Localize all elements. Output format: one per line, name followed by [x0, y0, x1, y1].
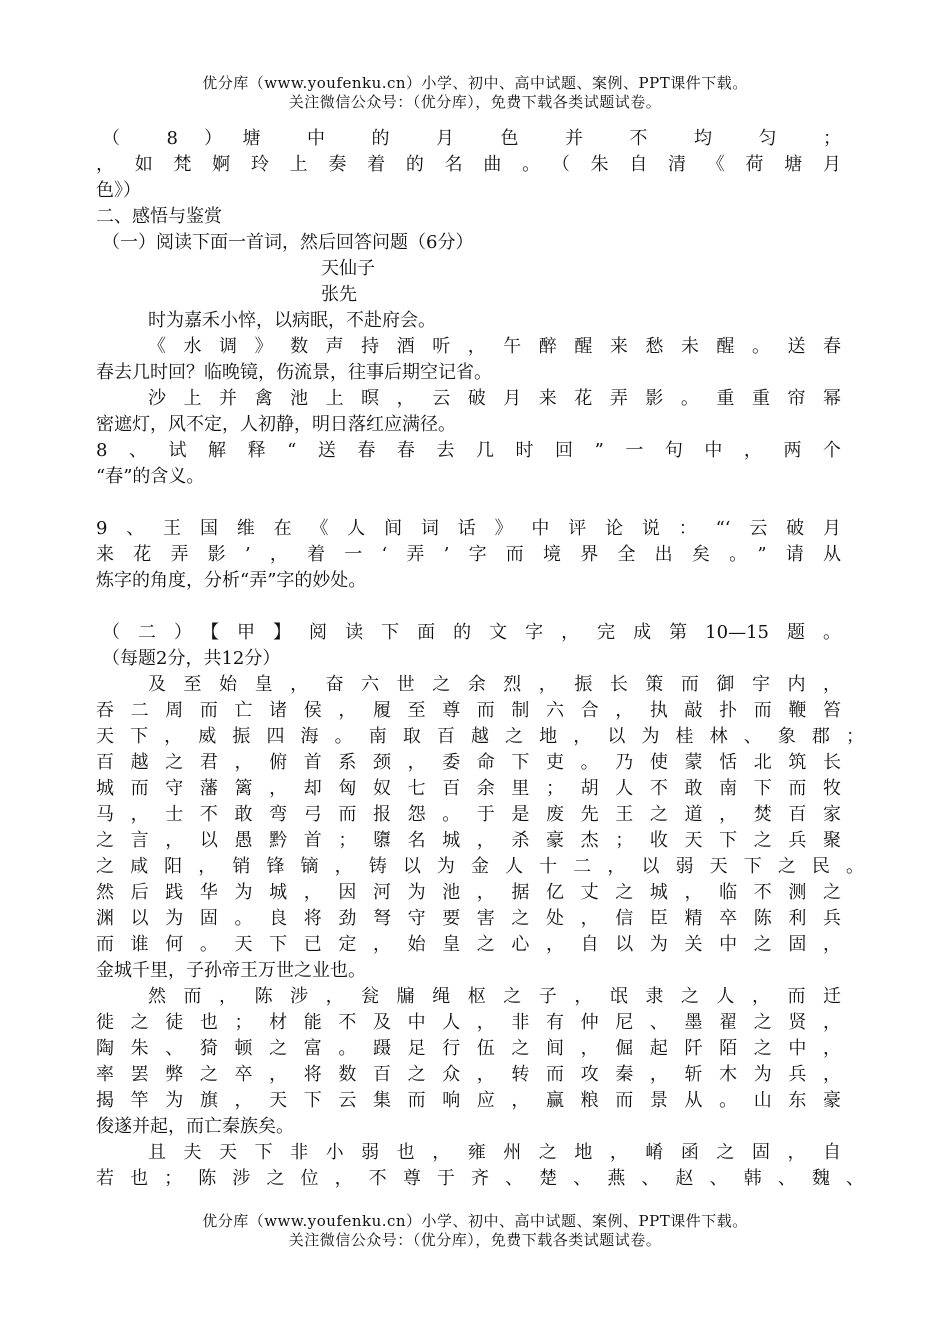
poem-title: 天仙子 — [321, 258, 375, 279]
passage-line: 然而，陈涉，瓮牖绳枢之子，氓隶之人，而迁 — [148, 986, 841, 1007]
passage-line: 且夫天下非小弱也，雍州之地，崤函之固，自 — [148, 1142, 841, 1163]
passage-line: 及至始皇，奋六世之余烈，振长策而御宇内， — [148, 674, 841, 695]
passage-line: 然后践华为城，因河为池，据亿丈之城，临不测之 — [96, 882, 841, 903]
passage-line: 渊以为固。良将劲弩守要害之处，信臣精卒陈利兵 — [96, 908, 841, 929]
passage-line: 率罢弊之卒，将数百之众，转而攻秦，斩木为兵， — [96, 1064, 841, 1085]
question-heading: （一）阅读下面一首词，然后回答问题（6分） — [102, 232, 474, 253]
passage-line: 而谁何。天下已定，始皇之心，自以为关中之固， — [96, 934, 841, 955]
answer-space — [96, 594, 841, 620]
passage-scoring: （每题2分，共12分） — [102, 648, 281, 669]
passage-line: 若也；陈涉之位，不尊于齐、楚、燕、赵、韩、魏、 — [96, 1168, 864, 1189]
poem-author: 张先 — [321, 284, 357, 305]
question-9: 9、王国维在《人间词话》中评论说：“‘云破月 — [96, 518, 841, 539]
header-line-1: 优分库（www.youfenku.cn）小学、初中、高中试题、案例、PPT课件下载。 — [202, 74, 748, 92]
passage-line: 天下，威振四海。南取百越之地，以为桂林、象郡； — [96, 726, 864, 747]
poem-preface: 时为嘉禾小悴，以病眠，不赴府会。 — [148, 310, 436, 331]
passage-heading: （二）【甲】阅读下面的文字，完成第10—15题。 — [102, 622, 841, 643]
text-line: （ 8 ）塘 中 的 月 色 并 不 均 匀 ； — [102, 128, 841, 149]
passage-line: 徙之徒也；材能不及中人，非有仲尼、墨翟之贤， — [96, 1012, 841, 1033]
answer-space — [96, 490, 841, 516]
passage-line: 吞二周而亡诸侯，履至尊而制六合，执敲扑而鞭笞 — [96, 700, 841, 721]
footer-line-1: 优分库（www.youfenku.cn）小学、初中、高中试题、案例、PPT课件下载。 — [202, 1212, 748, 1230]
text-line: ，如梵婀玲上奏着的名曲。（朱自清《荷塘月 — [96, 154, 841, 175]
passage-line: 揭竿为旗，天下云集而响应，赢粮而景从。山东豪 — [96, 1090, 841, 1111]
text-line: 色》） — [96, 180, 141, 201]
passage-line: 之咸阳，销锋镝，铸以为金人十二，以弱天下之民。 — [96, 856, 864, 877]
passage-line: 俊遂并起，而亡秦族矣。 — [96, 1116, 294, 1137]
passage-line: 陶朱、猗顿之富。蹑足行伍之间，倔起阡陌之中， — [96, 1038, 841, 1059]
passage-line: 百越之君，俯首系颈，委命下吏。乃使蒙恬北筑长 — [96, 752, 841, 773]
passage-line: 之言，以愚黔首；隳名城，杀豪杰；收天下之兵聚 — [96, 830, 841, 851]
document-body — [96, 126, 864, 1192]
poem-line: 沙上并禽池上暝，云破月来花弄影。重重帘幂 — [148, 388, 841, 409]
section-heading: 二、感悟与鉴赏 — [96, 206, 222, 227]
question-9-cont: 来花弄影’，着一‘弄’字而境界全出矣。”请从 — [96, 544, 841, 565]
poem-line: 《水调》数声持酒听，午醉醒来愁未醒。送春 — [148, 336, 841, 357]
page-footer — [0, 1212, 950, 1250]
passage-line: 金城千里，子孙帝王万世之业也。 — [96, 960, 366, 981]
poem-line: 密遮灯，风不定，人初静，明日落红应满径。 — [96, 414, 456, 435]
footer-line-2: 关注微信公众号：（优分库），免费下载各类试题试卷。 — [288, 1231, 662, 1249]
question-8-cont: “春”的含义。 — [96, 466, 205, 487]
passage-line: 马，士不敢弯弓而报怨。于是废先王之道，焚百家 — [96, 804, 841, 825]
poem-line: 春去几时回？临晚镜，伤流景，往事后期空记省。 — [96, 362, 492, 383]
question-8: 8、试解释“送春春去几时回”一句中，两个 — [96, 440, 841, 461]
passage-line: 城而守藩篱，却匈奴七百余里；胡人不敢南下而牧 — [96, 778, 841, 799]
page-header — [0, 74, 950, 112]
header-line-2: 关注微信公众号：（优分库），免费下载各类试题试卷。 — [288, 93, 662, 111]
question-9-cont: 炼字的角度，分析“弄”字的妙处。 — [96, 570, 367, 591]
